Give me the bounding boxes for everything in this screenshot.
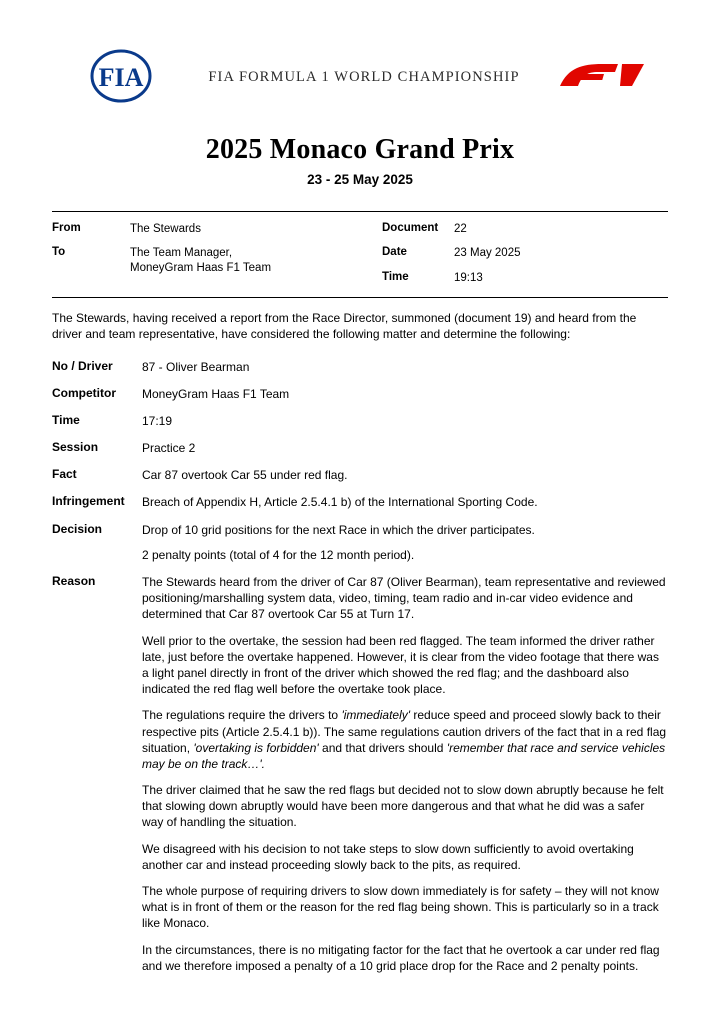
- infringement-value: Breach of Appendix H, Article 2.5.4.1 b) of the International Sporting Code.: [142, 495, 538, 510]
- reason-paragraph-7: In the circumstances, there is no mitigating factor for the fact that he overtook a car under red flag and we therefore imposed a penalty of a 10 grid place drop for the Race and 2 penalty points.: [142, 942, 660, 973]
- decision-label: Decision: [52, 521, 103, 536]
- fact-value: Car 87 overtook Car 55 under red flag.: [142, 468, 348, 483]
- meta-row-document: [382, 222, 668, 236]
- meta-row-date: [382, 246, 668, 260]
- field-fact: [52, 467, 668, 483]
- field-competitor: [52, 386, 668, 402]
- reason-paragraph-6: The whole purpose of requiring drivers to slow down immediately is for safety – they will not know what is in front of them or the reason for the red flag being shown. This is particularly so in a track like Monaco.: [142, 884, 659, 931]
- field-decision: [52, 522, 668, 563]
- document-label: Document: [382, 222, 439, 234]
- title-year: 2025: [205, 134, 270, 165]
- field-session: [52, 440, 668, 456]
- reason-paragraph-4: The driver claimed that he saw the red flags but decided not to slow down abruptly because he felt that slowing down abruptly would have been more dangerous and that what he did was a safer way of handling the situation.: [142, 783, 664, 830]
- field-reason: [52, 574, 668, 984]
- decision-paragraph-1: Drop of 10 grid positions for the next Race in which the driver participates.: [142, 522, 535, 537]
- competitor-value: MoneyGram Haas F1 Team: [142, 386, 290, 401]
- meta-row-to: [52, 246, 382, 275]
- document-value: 22: [454, 223, 467, 235]
- to-value-line1: The Team Manager,: [130, 247, 233, 260]
- meta-left-column: [52, 222, 382, 285]
- time-field-value: 17:19: [142, 413, 173, 428]
- date-label: Date: [382, 246, 407, 259]
- meta-right-column: [382, 222, 668, 285]
- competitor-label: Competitor: [52, 385, 116, 400]
- decision-paragraph-2: 2 penalty points (total of 4 for the 12 month period).: [142, 547, 415, 562]
- session-value: Practice 2: [142, 441, 196, 456]
- reason-p3-emphasis-3: 'remember that race and service vehicles may be on the track…'.: [142, 740, 666, 771]
- date-value: 23 May 2025: [454, 247, 521, 260]
- no-driver-value: 87 - Oliver Bearman: [142, 359, 250, 374]
- time-field-label: Time: [52, 412, 80, 427]
- reason-p3-part-a: The regulations require the drivers to: [142, 708, 342, 723]
- meta-table: [52, 212, 668, 297]
- reason-p3-emphasis-2: 'overtaking is forbidden': [193, 740, 319, 755]
- reason-p3-part-c: and that drivers should: [318, 740, 447, 755]
- reason-label: Reason: [52, 574, 96, 588]
- to-label: To: [52, 246, 66, 259]
- field-no-driver: [52, 359, 668, 375]
- time-label: Time: [382, 270, 409, 283]
- divider-bottom: [52, 297, 668, 298]
- field-time: [52, 413, 668, 429]
- reason-paragraph-2: Well prior to the overtake, the session had been red flagged. The team informed the driver rather late, just before the overtake happened. However, it is clear from the video footage that there was a light panel directly in front of the driver which showed the red flag; and the dashboard also indicated the red flag well before the overtake took place.: [142, 633, 659, 697]
- event-dates: 23 - 25 May 2025: [307, 172, 413, 187]
- time-value: 19:13: [454, 271, 483, 284]
- document-body: [52, 46, 668, 995]
- title-event: Monaco Grand Prix: [269, 134, 515, 165]
- intro-paragraph: The Stewards, having received a report from the Race Director, summoned (document 19) and heard from the driver and team representative, have considered the following matter and determine the following:: [52, 311, 637, 342]
- from-value: The Stewards: [130, 223, 201, 235]
- reason-p3-part-b: reduce speed and proceed slowly back to their respective pits (Article 2.5.4.1 b)). The same regulations caution drivers of the fact that in a red flag situation,: [142, 708, 667, 755]
- reason-paragraph-3: [142, 707, 668, 772]
- f1-logo-icon: [558, 60, 646, 94]
- championship-title: FIA FORMULA 1 WORLD CHAMPIONSHIP: [208, 68, 520, 85]
- reason-paragraph-1: The Stewards heard from the driver of Car 87 (Oliver Bearman), team representative and reviewed positioning/marshalling system data, video, timing, team radio and in-car video evidence and determined that Car 87 overtook Car 55 at Turn 17.: [142, 575, 666, 622]
- fact-label: Fact: [52, 467, 77, 482]
- to-value: [130, 246, 382, 275]
- to-value-line2: MoneyGram Haas F1 Team: [130, 261, 272, 274]
- infringement-label: Infringement: [52, 494, 125, 509]
- decision-value: [142, 522, 668, 563]
- from-label: From: [52, 222, 81, 234]
- reason-p3-emphasis-1: 'immediately': [341, 708, 411, 723]
- reason-value: [142, 574, 668, 984]
- fia-logo-icon: [90, 49, 152, 105]
- page-title: [52, 134, 668, 166]
- document-header: [52, 46, 668, 108]
- meta-row-from: [52, 222, 382, 236]
- svg-text:FIA: FIA: [98, 63, 144, 92]
- reason-paragraph-5: We disagreed with his decision to not take steps to slow down sufficiently to avoid overtaking another car and instead proceeding slowly back to the pits, as required.: [142, 841, 634, 872]
- meta-row-time: [382, 271, 668, 285]
- no-driver-label: No / Driver: [52, 358, 113, 373]
- field-infringement: [52, 494, 668, 510]
- session-label: Session: [52, 440, 99, 455]
